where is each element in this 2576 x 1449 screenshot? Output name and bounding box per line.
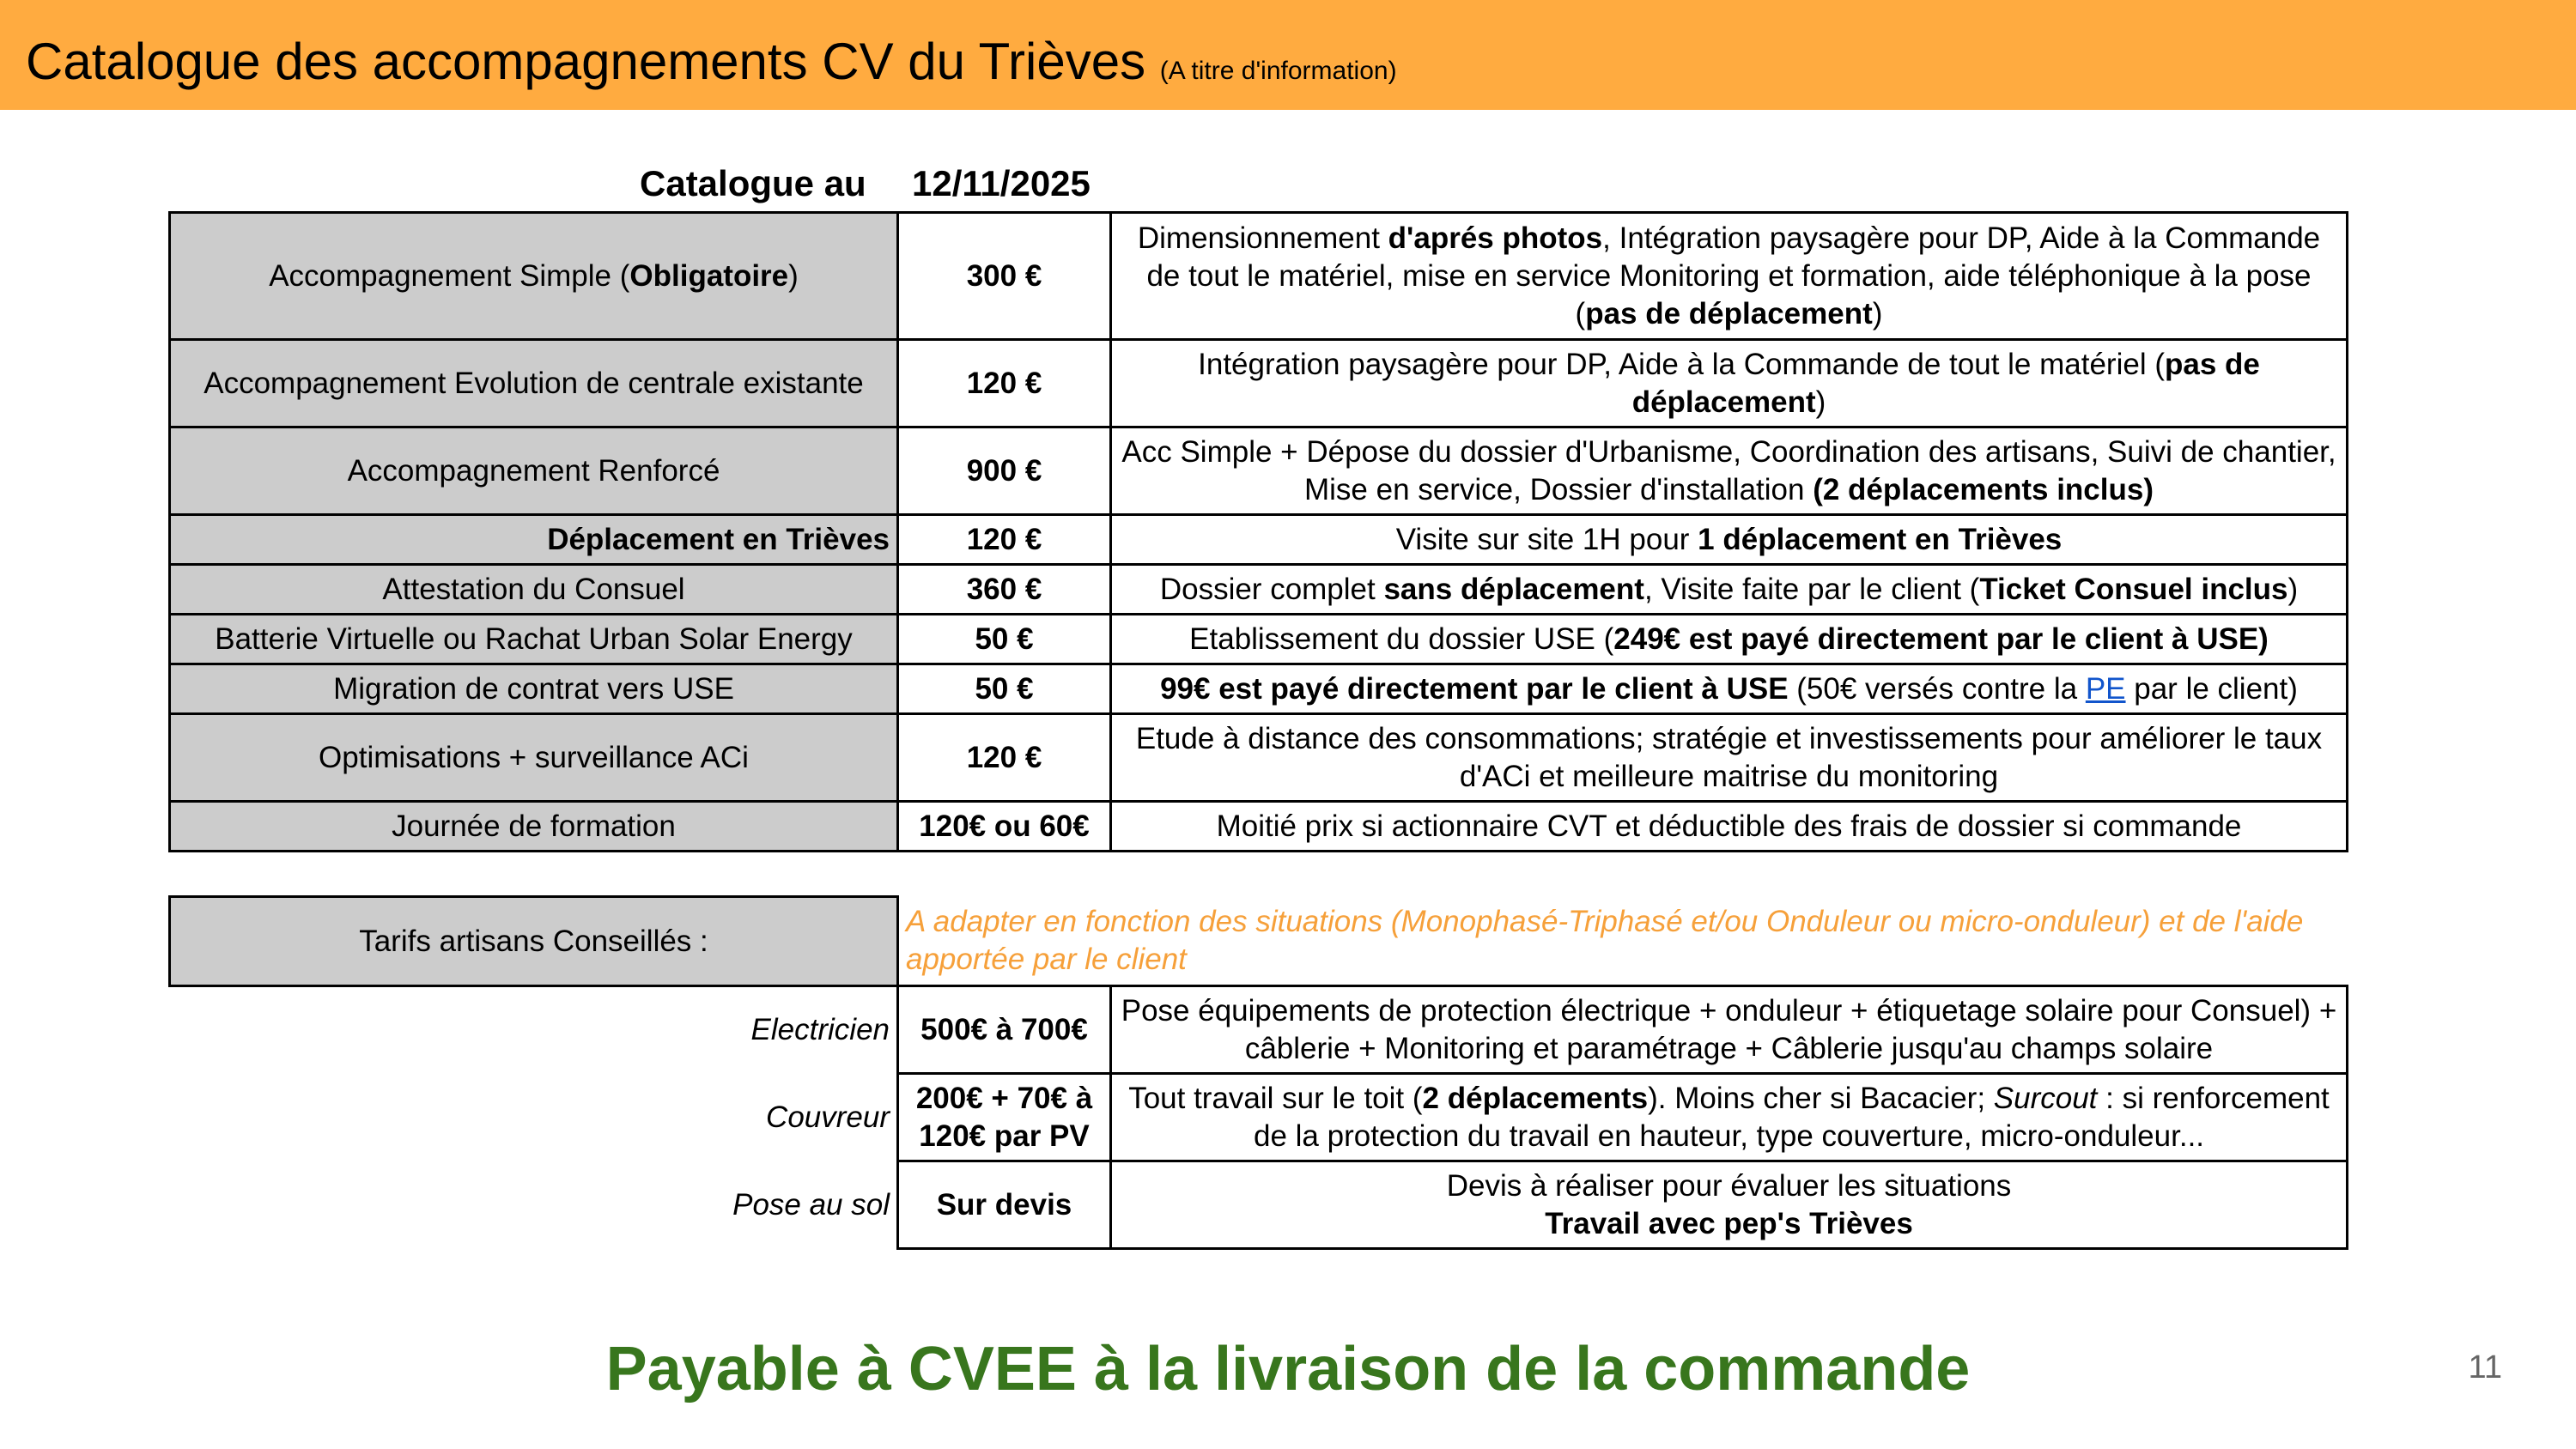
service-name: Journée de formation: [170, 802, 898, 852]
service-price: 120 €: [898, 515, 1111, 565]
artisan-description: Tout travail sur le toit (2 déplacements). Moins cher si Bacacier; Surcout : si renforcement de la protection du travail en hauteur, type couverture, micro-onduleur...: [1111, 1074, 2348, 1161]
table-row: [170, 897, 2348, 986]
service-price: 50 €: [898, 615, 1111, 664]
artisan-role: Couvreur: [766, 1100, 890, 1134]
title-bar: [0, 0, 2576, 110]
page-title: [26, 31, 1397, 102]
payment-note: Payable à CVEE à la livraison de la commande: [605, 1335, 1971, 1404]
table-row: [170, 615, 2348, 664]
catalog-date-row: [640, 160, 866, 208]
service-name: Attestation du Consuel: [170, 565, 898, 615]
service-name: Déplacement en Trièves: [170, 515, 898, 565]
artisans-table: [168, 895, 2348, 1250]
artisan-price: 200€ + 70€ à 120€ par PV: [898, 1074, 1111, 1161]
service-name: Accompagnement Evolution de centrale existante: [170, 340, 898, 427]
services-table: [168, 211, 2348, 852]
table-row: [170, 802, 2348, 852]
service-name: Optimisations + surveillance ACi: [170, 714, 898, 802]
table-row: [170, 714, 2348, 802]
catalog-date: [912, 160, 1091, 208]
artisan-description: Devis à réaliser pour évaluer les situations Travail avec pep's Trièves: [1111, 1161, 2348, 1249]
service-price: 120 €: [898, 340, 1111, 427]
table-row: [170, 565, 2348, 615]
catalog-date-value: 12/11/2025: [912, 163, 1091, 203]
page-title-text: Catalogue des accompagnements CV du Trièves: [26, 33, 1146, 90]
table-row: [170, 1074, 2348, 1161]
service-name: Accompagnement Simple (Obligatoire): [170, 213, 898, 340]
service-description: Dimensionnement d'aprés photos, Intégration paysagère pour DP, Aide à la Commande de tout le matériel, mise en service Monitoring et formation, aide téléphonique à la pose (pas de déplacement): [1111, 213, 2348, 340]
service-name: Accompagnement Renforcé: [170, 427, 898, 515]
service-description: Dossier complet sans déplacement, Visite faite par le client (Ticket Consuel inclus): [1111, 565, 2348, 615]
service-description: Intégration paysagère pour DP, Aide à la Commande de tout le matériel (pas de déplacement): [1111, 340, 2348, 427]
table-row: [170, 213, 2348, 340]
service-description: 99€ est payé directement par le client à USE (50€ versés contre la PE par le client): [1111, 664, 2348, 714]
artisan-description: Pose équipements de protection électrique + onduleur + étiquetage solaire pour Consuel) + câblerie + Monitoring et paramétrage + Câblerie jusqu'au champs solaire: [1111, 986, 2348, 1074]
service-price: 120 €: [898, 714, 1111, 802]
service-description: Moitié prix si actionnaire CVT et déductible des frais de dossier si commande: [1111, 802, 2348, 852]
artisans-header: Tarifs artisans Conseillés :: [170, 897, 898, 986]
artisan-price: 500€ à 700€: [898, 986, 1111, 1074]
artisan-role: Electricien: [750, 1013, 890, 1047]
table-row: [170, 515, 2348, 565]
service-name: Migration de contrat vers USE: [170, 664, 898, 714]
table-row: [170, 427, 2348, 515]
service-description: Etablissement du dossier USE (249€ est payé directement par le client à USE): [1111, 615, 2348, 664]
service-description: Etude à distance des consommations; stratégie et investissements pour améliorer le taux d'ACi et meilleure maitrise du monitoring: [1111, 714, 2348, 802]
table-row: [170, 986, 2348, 1074]
service-price: 300 €: [898, 213, 1111, 340]
artisan-price: Sur devis: [898, 1161, 1111, 1249]
page-subtitle: (A titre d'information): [1159, 57, 1397, 85]
artisan-role: Pose au sol: [732, 1187, 890, 1222]
service-description: Acc Simple + Dépose du dossier d'Urbanisme, Coordination des artisans, Suivi de chantier, Mise en service, Dossier d'installation (2 déplacements inclus): [1111, 427, 2348, 515]
table-row: [170, 340, 2348, 427]
table-row: [170, 664, 2348, 714]
service-description: Visite sur site 1H pour 1 déplacement en Trièves: [1111, 515, 2348, 565]
pe-link[interactable]: PE: [2085, 671, 2126, 706]
artisans-note: A adapter en fonction des situations (Monophasé-Triphasé et/ou Onduleur ou micro-onduleur) et de l'aide apportée par le client: [898, 897, 2348, 986]
catalog-label: Catalogue au: [640, 163, 866, 203]
table-row: [170, 1161, 2348, 1249]
service-name: Batterie Virtuelle ou Rachat Urban Solar Energy: [170, 615, 898, 664]
service-price: 50 €: [898, 664, 1111, 714]
page-number: 11: [2468, 1349, 2502, 1385]
service-price: 900 €: [898, 427, 1111, 515]
service-price: 360 €: [898, 565, 1111, 615]
service-price: 120€ ou 60€: [898, 802, 1111, 852]
